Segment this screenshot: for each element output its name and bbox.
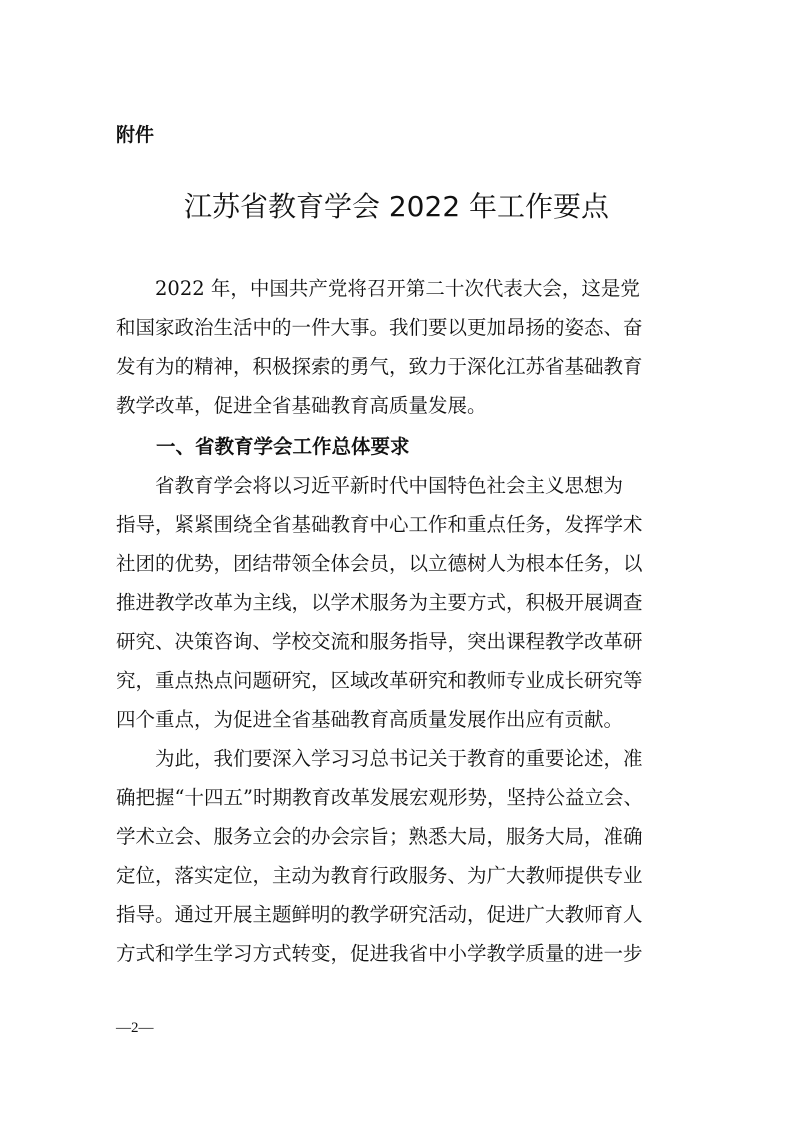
paragraph-line: 推进教学改革为主线，以学术服务为主要方式，积极开展调查: [116, 591, 643, 614]
paragraph-line: 研究、决策咨询、学校交流和服务指导，突出课程教学改革研: [116, 630, 643, 653]
paragraph-line: 定位，落实定位，主动为教育行政服务、为广大教师提供专业: [116, 864, 643, 887]
paragraph-line: 教学改革，促进全省基础教育高质量发展。: [116, 394, 487, 417]
intro-paragraph: [116, 269, 682, 425]
paragraph-line: 2022 年，中国共产党将召开第二十次代表大会，这是党: [116, 277, 640, 300]
paragraph-line: 发有为的精神，积极探索的勇气，致力于深化江苏省基础教育: [116, 355, 643, 378]
paragraph-line: 省教育学会将以习近平新时代中国特色社会主义思想为: [116, 474, 624, 497]
paragraph-line: 四个重点，为促进全省基础教育高质量发展作出应有贡献。: [116, 708, 624, 731]
paragraph-line: 社团的优势，团结带领全体会员，以立德树人为根本任务，以: [116, 552, 643, 575]
section-paragraph-1: [116, 466, 682, 739]
paragraph-line: 确把握“十四五”时期教育改革发展宏观形势，坚持公益立会、: [116, 786, 643, 809]
document-title: 江苏省教育学会 2022 年工作要点: [183, 190, 610, 223]
paragraph-line: 指导。通过开展主题鲜明的教学研究活动，促进广大教师育人: [116, 903, 643, 926]
paragraph-line: 究，重点热点问题研究，区域改革研究和教师专业成长研究等: [116, 669, 643, 692]
paragraph-line: 学术立会、服务立会的办会宗旨；熟悉大局，服务大局，准确: [116, 825, 643, 848]
attachment-label: 附件: [116, 124, 155, 146]
section-paragraph-2: [116, 739, 682, 973]
paragraph-line: 方式和学生学习方式转变，促进我省中小学教学质量的进一步: [116, 942, 643, 965]
page-number: —2—: [116, 1020, 154, 1036]
paragraph-line: 指导，紧紧围绕全省基础教育中心工作和重点任务，发挥学术: [116, 513, 643, 536]
paragraph-line: 和国家政治生活中的一件大事。我们要以更加昂扬的姿态、奋: [116, 316, 643, 339]
paragraph-line: 为此，我们要深入学习习总书记关于教育的重要论述，准: [116, 747, 643, 770]
section-heading: 一、省教育学会工作总体要求: [156, 435, 410, 458]
